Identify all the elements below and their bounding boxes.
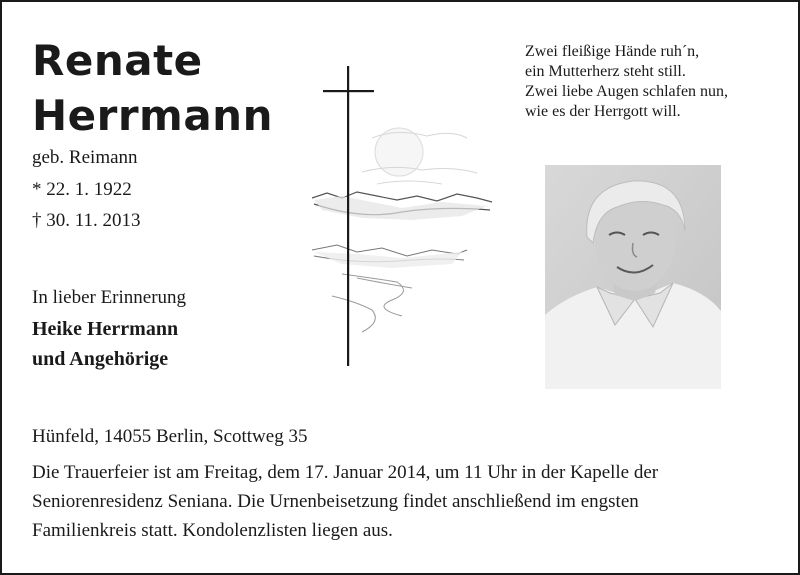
maiden-name: geb. Reimann [32,147,138,168]
cross-vertical-bar [347,66,349,366]
portrait-photo [545,165,721,389]
hills-shading [314,252,462,268]
memorial-poem [525,42,728,122]
deceased-last-name: Herrmann [32,91,273,140]
mourner-address: Hünfeld, 14055 Berlin, Scottweg 35 [32,426,308,447]
path-sketch [332,274,412,332]
poem-line: Zwei fleißige Hände ruh´n, [525,43,700,60]
poem-line: Zwei liebe Augen schlafen nun, [525,83,729,100]
funeral-details [32,458,782,545]
cross-landscape-artwork [302,60,502,372]
poem-line: wie es der Herrgott will. [525,103,681,120]
cross-horizontal-bar [323,90,374,92]
death-date: † 30. 11. 2013 [32,210,141,231]
birth-date: * 22. 1. 1922 [32,179,132,200]
details-line: Die Trauerfeier ist am Freitag, dem 17. Januar 2014, um 11 Uhr in der Kapelle der [32,462,659,483]
mourner-name: Heike Herrmann [32,318,179,340]
details-line: Familienkreis statt. Kondolenzlisten liegen aus. [32,520,393,541]
details-line: Seniorenresidenz Seniana. Die Urnenbeisetzung findet anschließend im engsten [32,491,639,512]
remembrance-intro: In lieber Erinnerung [32,287,187,308]
deceased-first-name: Renate [32,36,203,85]
mourner-relatives: und Angehörige [32,348,169,370]
poem-line: ein Mutterherz steht still. [525,63,686,80]
